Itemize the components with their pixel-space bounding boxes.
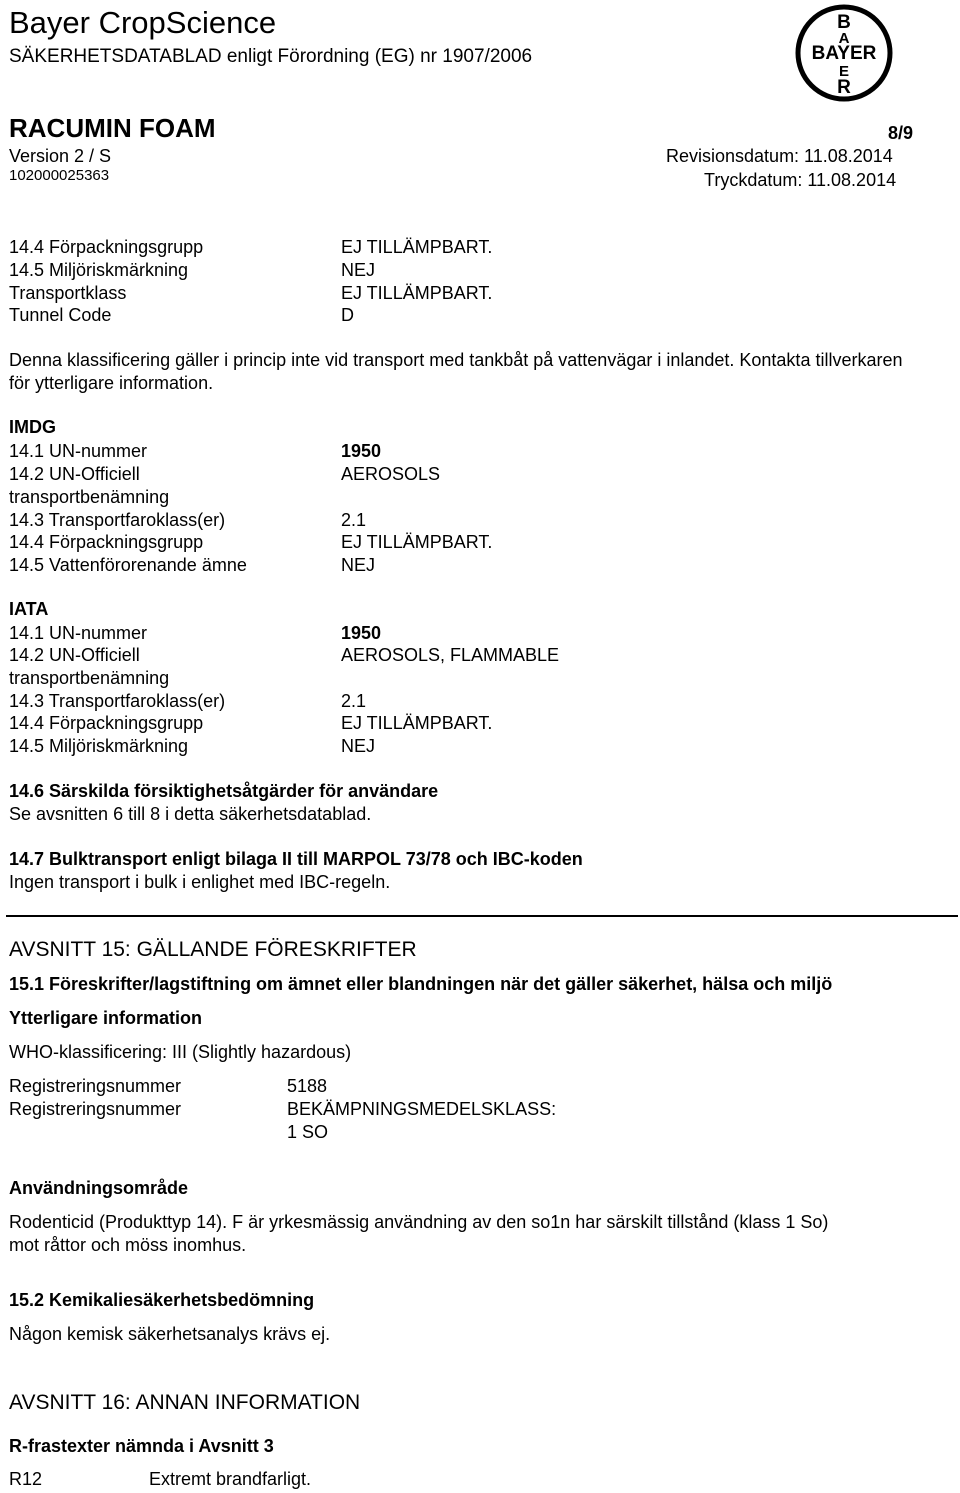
use-area-text-1: Rodenticid (Produkttyp 14). F är yrkesmässig användning av den so1n har särskilt tillstånd (klass 1 So) <box>9 1212 829 1232</box>
document-number: 102000025363 <box>9 167 110 184</box>
svg-text:A: A <box>838 30 850 47</box>
imdg-class-label: 14.3 Transportfaroklass(er) <box>9 510 226 530</box>
adn-tunnel-value: D <box>341 305 354 325</box>
registration-label-2: Registreringsnummer <box>9 1099 182 1119</box>
print-date: Tryckdatum: 11.08.2014 <box>704 170 897 190</box>
imdg-name-value: AEROSOLS <box>341 464 441 484</box>
registration-value-2b: 1 SO <box>287 1122 329 1142</box>
iata-title: IATA <box>9 599 49 619</box>
section-14-6-text: Se avsnitten 6 till 8 i detta säkerhetsdatablad. <box>9 804 372 824</box>
imdg-pg-value: EJ TILLÄMPBART. <box>341 532 493 552</box>
imdg-name-label: 14.2 UN-Officiell <box>9 464 140 484</box>
imdg-un-value: 1950 <box>341 441 382 461</box>
iata-env-value: NEJ <box>341 736 376 756</box>
page-number: 8/9 <box>888 123 914 143</box>
r-phrase-code: R12 <box>9 1469 43 1489</box>
iata-un-value: 1950 <box>341 623 382 643</box>
svg-text:BAYER: BAYER <box>811 43 877 64</box>
adn-pg-label: 14.4 Förpackningsgrupp <box>9 237 204 257</box>
section-divider <box>6 915 958 917</box>
iata-name-label: 14.2 UN-Officiell <box>9 645 140 665</box>
registration-value-2: BEKÄMPNINGSMEDELSKLASS: <box>287 1099 557 1119</box>
imdg-env-label: 14.5 Vattenförorenande ämne <box>9 555 247 575</box>
registration-value-1: 5188 <box>287 1076 328 1096</box>
svg-text:R: R <box>837 77 851 98</box>
section-16-title: AVSNITT 16: ANNAN INFORMATION <box>9 1391 361 1414</box>
bayer-logo <box>794 3 894 103</box>
adn-tunnel-label: Tunnel Code <box>9 305 112 325</box>
section-15-title: AVSNITT 15: GÄLLANDE FÖRESKRIFTER <box>9 938 417 961</box>
adn-class-value: EJ TILLÄMPBART. <box>341 283 493 303</box>
imdg-un-label: 14.1 UN-nummer <box>9 441 148 461</box>
r-phrase-text: Extremt brandfarligt. <box>149 1469 312 1489</box>
imdg-env-value: NEJ <box>341 555 376 575</box>
extra-info-title: Ytterligare information <box>9 1008 203 1028</box>
company-name: Bayer CropScience <box>9 5 277 40</box>
adn-env-value: NEJ <box>341 260 376 280</box>
section-14-6-title: 14.6 Särskilda försiktighetsåtgärder för användare <box>9 781 439 801</box>
iata-un-label: 14.1 UN-nummer <box>9 623 148 643</box>
imdg-pg-label: 14.4 Förpackningsgrupp <box>9 532 204 552</box>
revision-date: Revisionsdatum: 11.08.2014 <box>666 146 893 166</box>
adn-class-label: Transportklass <box>9 283 127 303</box>
imdg-class-value: 2.1 <box>341 510 367 530</box>
imdg-name-label-2: transportbenämning <box>9 487 170 507</box>
adn-pg-value: EJ TILLÄMPBART. <box>341 237 493 257</box>
adn-note: Denna klassificering gäller i princip inte vid transport med tankbåt på vattenvägar i inlandet. Kontakta tillverkaren för ytterligare information. <box>9 350 903 393</box>
adn-env-label: 14.5 Miljöriskmärkning <box>9 260 189 280</box>
svg-text:E: E <box>838 63 850 80</box>
section-14-7-title: 14.7 Bulktransport enligt bilaga II till MARPOL 73/78 och IBC-koden <box>9 849 583 869</box>
document-type: SÄKERHETSDATABLAD enligt Förordning (EG) nr 1907/2006 <box>9 46 533 67</box>
version: Version 2 / S <box>9 146 112 166</box>
iata-name-value: AEROSOLS, FLAMMABLE <box>341 645 560 665</box>
use-area-title: Användningsområde <box>9 1178 189 1198</box>
iata-pg-value: EJ TILLÄMPBART. <box>341 713 493 733</box>
product-name: RACUMIN FOAM <box>9 113 216 143</box>
section-15-1-title: 15.1 Föreskrifter/lagstiftning om ämnet eller blandningen när det gäller säkerhet, hälsa och miljö <box>9 974 833 994</box>
imdg-title: IMDG <box>9 417 56 437</box>
section-15-2-title: 15.2 Kemikaliesäkerhetsbedömning <box>9 1290 315 1310</box>
section-15-2-text: Någon kemisk säkerhetsanalys krävs ej. <box>9 1324 331 1344</box>
iata-env-label: 14.5 Miljöriskmärkning <box>9 736 189 756</box>
who-classification: WHO-klassificering: III (Slightly hazardous) <box>9 1042 352 1062</box>
iata-name-label-2: transportbenämning <box>9 668 170 688</box>
r-phrases-title: R-frastexter nämnda i Avsnitt 3 <box>9 1436 274 1456</box>
iata-pg-label: 14.4 Förpackningsgrupp <box>9 713 204 733</box>
section-14-7-text: Ingen transport i bulk i enlighet med IBC-regeln. <box>9 872 391 892</box>
svg-text:B: B <box>837 12 851 33</box>
use-area-text-2: mot råttor och möss inomhus. <box>9 1235 247 1255</box>
registration-label-1: Registreringsnummer <box>9 1076 182 1096</box>
iata-class-value: 2.1 <box>341 691 367 711</box>
iata-class-label: 14.3 Transportfaroklass(er) <box>9 691 226 711</box>
